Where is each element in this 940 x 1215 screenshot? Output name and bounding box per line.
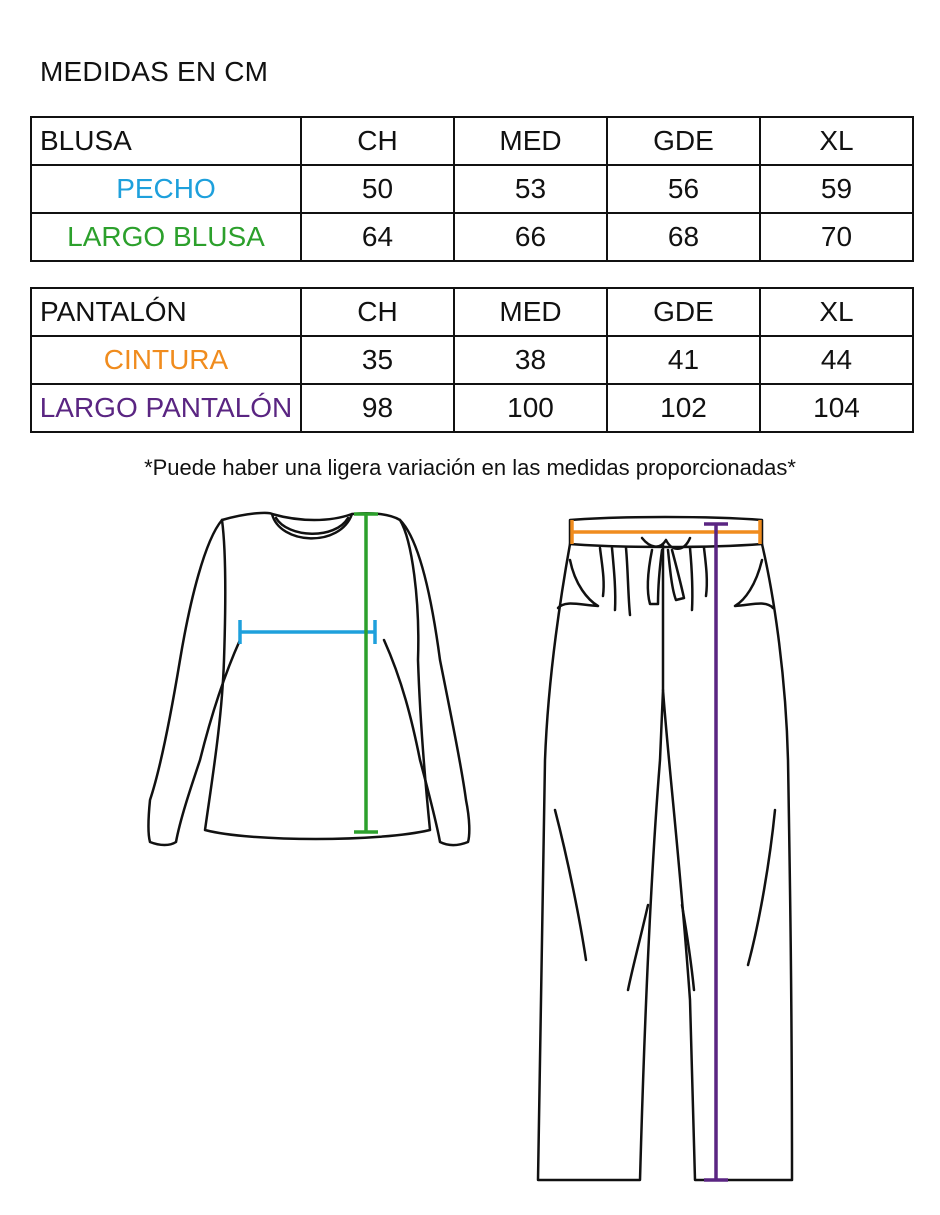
table-header-cell: PANTALÓN — [31, 288, 301, 336]
table-cell: 102 — [607, 384, 760, 432]
table-cell: 56 — [607, 165, 760, 213]
table-header-cell: XL — [760, 117, 913, 165]
pants-sketch-icon — [538, 517, 792, 1180]
disclaimer-note: *Puede haber una ligera variación en las medidas proporcionadas* — [144, 455, 796, 480]
table-cell: 70 — [760, 213, 913, 261]
table-cell: 59 — [760, 165, 913, 213]
table-cell: 35 — [301, 336, 454, 384]
table-header-cell: GDE — [607, 288, 760, 336]
table-header-cell: MED — [454, 288, 607, 336]
table-header-cell: GDE — [607, 117, 760, 165]
row-label-largo-pantalon: LARGO PANTALÓN — [31, 384, 301, 432]
table-cell: 44 — [760, 336, 913, 384]
table-header-cell: BLUSA — [31, 117, 301, 165]
blouse-sketch-icon — [149, 513, 470, 845]
table-cell: 41 — [607, 336, 760, 384]
table-header-cell: CH — [301, 117, 454, 165]
largo-pantalon-measure-line — [704, 524, 728, 1180]
row-label-largo-blusa: LARGO BLUSA — [31, 213, 301, 261]
table-header-cell: CH — [301, 288, 454, 336]
table-cell: 50 — [301, 165, 454, 213]
pecho-measure-line — [240, 620, 375, 644]
table-cell: 100 — [454, 384, 607, 432]
table-header-cell: MED — [454, 117, 607, 165]
page-title: MEDIDAS EN CM — [40, 56, 269, 87]
table-cell: 66 — [454, 213, 607, 261]
table-header-cell: XL — [760, 288, 913, 336]
row-label-cintura: CINTURA — [31, 336, 301, 384]
table-cell: 104 — [760, 384, 913, 432]
table-cell: 68 — [607, 213, 760, 261]
largo-blusa-measure-line — [354, 514, 378, 832]
row-label-pecho: PECHO — [31, 165, 301, 213]
table-cell: 64 — [301, 213, 454, 261]
table-cell: 98 — [301, 384, 454, 432]
table-cell: 38 — [454, 336, 607, 384]
table-cell: 53 — [454, 165, 607, 213]
